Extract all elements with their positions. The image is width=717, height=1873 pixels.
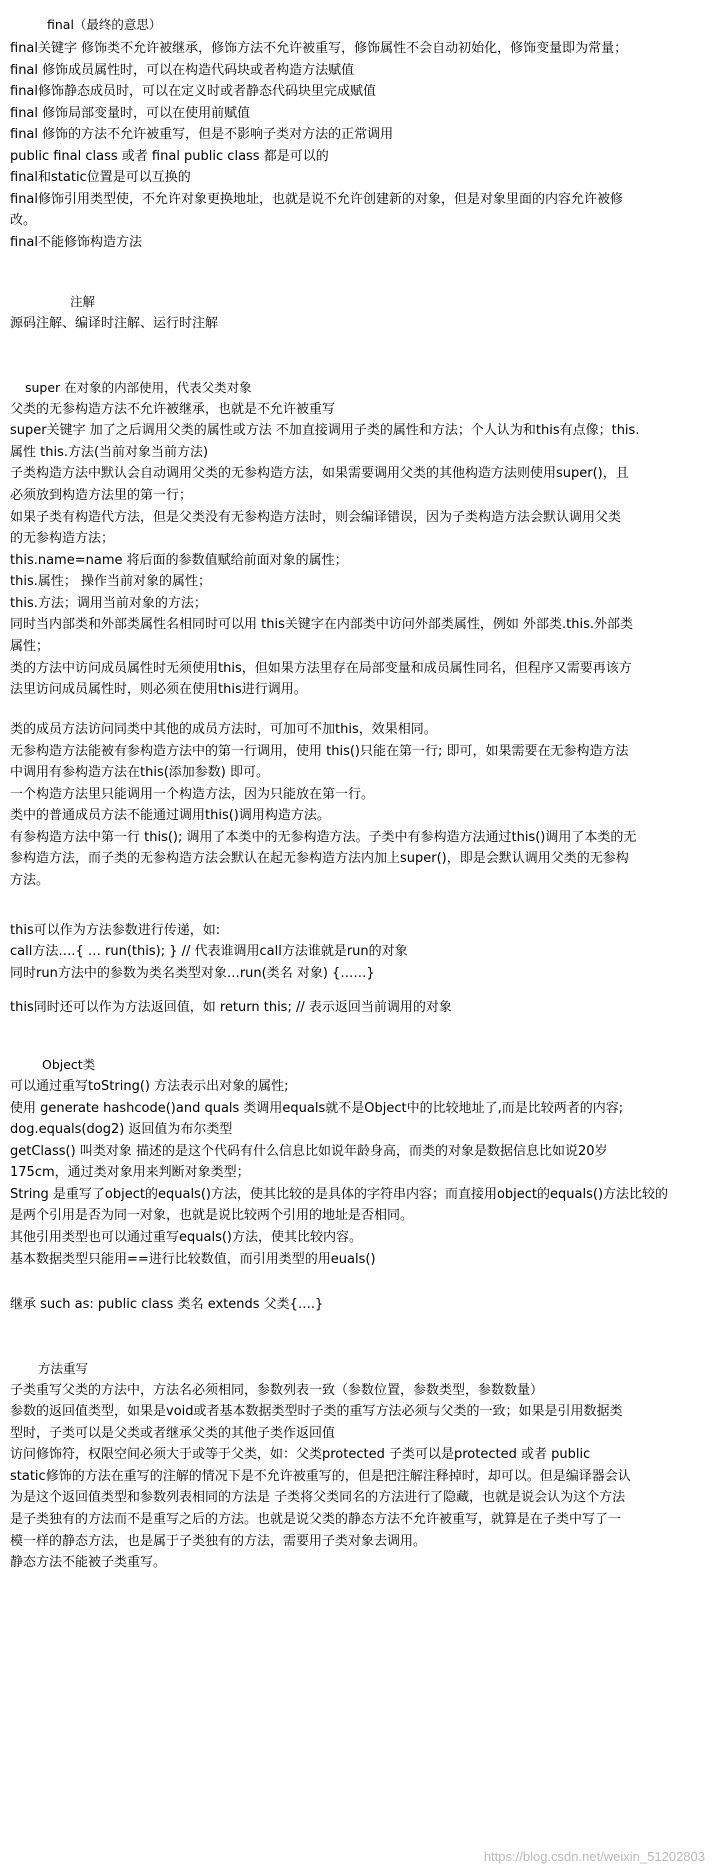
heading-override: 方法重写 — [38, 1361, 89, 1376]
text-line: 法里访问成员属性时，则必须在使用this进行调用。 — [10, 682, 307, 697]
text-line: this.属性； 操作当前对象的属性； — [10, 574, 211, 589]
heading-final: final（最终的意思） — [47, 17, 162, 32]
heading-object: Object类 — [42, 1057, 96, 1072]
text-line: 子类重写父类的方法中，方法名必须相同，参数列表一致（参数位置，参数类型，参数数量） — [10, 1383, 544, 1398]
text-line: String 是重写了object的equals()方法，使其比较的是具体的字符串内容；而直接用object的equals()方法比较的 — [10, 1187, 669, 1202]
text-line: dog.equals(dog2) 返回值为布尔类型 — [10, 1122, 233, 1137]
text-line: 的无参构造方法； — [10, 531, 115, 546]
text-line: static修饰的方法在重写的注解的情况下是不允许被重写的，但是把注解注释掉时，却可以。但是编译器会认 — [10, 1469, 631, 1484]
text-line: 继承 such as: public class 类名 extends 父类{….} — [10, 1297, 324, 1312]
text-line: final 修饰的方法不允许被重写，但是不影响子类对方法的正常调用 — [10, 127, 394, 142]
text-line: call方法….{ … run(this); } // 代表谁调用call方法谁就是run的对象 — [10, 944, 408, 959]
text-line: final关键字 修饰类不允许被继承，修饰方法不允许被重写，修饰属性不会自动初始化，修饰变量即为常量； — [10, 41, 628, 56]
text-line: final修饰引用类型使，不允许对象更换地址，也就是说不允许创建新的对象，但是对象里面的内容允许被修 — [10, 192, 624, 207]
text-line: this.name=name 将后面的参数值赋给前面对象的属性； — [10, 553, 348, 568]
text-line: 是子类独有的方法而不是重写之后的方法。也就是说父类的静态方法不允许被重写，就算是在子类中写了一 — [10, 1512, 622, 1527]
text-line: 类的方法中访问成员属性时无须使用this，但如果方法里存在局部变量和成员属性同名，但程序又需要再该方 — [10, 661, 632, 676]
text-line: this.方法；调用当前对象的方法； — [10, 596, 207, 611]
text-line: final 修饰局部变量时，可以在使用前赋值 — [10, 106, 251, 121]
text-line: 无参构造方法能被有参构造方法中的第一行调用，使用 this()只能在第一行; 即可，如果需要在无参构造方法 — [10, 744, 629, 759]
text-line: 类的成员方法访问同类中其他的成员方法时，可加可不加this，效果相同。 — [10, 722, 437, 737]
watermark-url: https://blog.csdn.net/weixin_51202803 — [483, 1849, 705, 1864]
text-line: 父类的无参构造方法不允许被继承，也就是不允许被重写 — [10, 402, 336, 417]
text-line: 其他引用类型也可以通过重写equals()方法，使其比较内容。 — [10, 1230, 362, 1245]
text-line: 基本数据类型只能用==进行比较数值，而引用类型的用euals() — [10, 1252, 376, 1267]
heading-annotation: 注解 — [70, 294, 96, 309]
text-line: 如果子类有构造代方法，但是父类没有无参构造方法时，则会编译错误，因为子类构造方法会默认调用父类 — [10, 510, 622, 525]
text-line: 源码注解、编译时注解、运行时注解 — [10, 316, 219, 331]
text-line: 方法。 — [10, 873, 50, 888]
text-line: 属性 this.方法(当前对象当前方法) — [10, 445, 209, 460]
text-line: 子类构造方法中默认会自动调用父类的无参构造方法，如果需要调用父类的其他构造方法则使用super()，且 — [10, 466, 629, 481]
text-line: 访问修饰符，权限空间必须大于或等于父类，如：父类protected 子类可以是protected 或者 public — [10, 1447, 591, 1462]
text-line: 类中的普通成员方法不能通过调用this()调用构造方法。 — [10, 808, 330, 823]
text-line: 参构造方法，而子类的无参构造方法会默认在起无参构造方法内加上super()，即是会默认调用父类的无参构 — [10, 851, 629, 866]
text-line: 为是这个返回值类型和参数列表相同的方法是 子类将父类同名的方法进行了隐藏，也就是说会认为这个方法 — [10, 1490, 626, 1505]
text-line: 同时当内部类和外部类属性名相同时可以用 this关键字在内部类中访问外部类属性，例如 外部类.this.外部类 — [10, 617, 633, 632]
text-line: 属性； — [10, 639, 50, 654]
text-line: 使用 generate hashcode()and quals 类调用equals就不是Object中的比较地址了,而是比较两者的内容; — [10, 1101, 624, 1116]
heading-super: super 在对象的内部使用，代表父类对象 — [25, 380, 252, 395]
text-line: final不能修饰构造方法 — [10, 235, 143, 250]
text-line: 模一样的静态方法，也是属于子类独有的方法，需要用子类对象去调用。 — [10, 1534, 427, 1549]
text-line: final修饰静态成员时，可以在定义时或者静态代码块里完成赋值 — [10, 84, 377, 99]
text-line: 中调用有参构造方法在this(添加参数) 即可。 — [10, 765, 269, 780]
text-line: 静态方法不能被子类重写。 — [10, 1555, 167, 1570]
text-line: 一个构造方法里只能调用一个构造方法，因为只能放在第一行。 — [10, 787, 375, 802]
text-line: this同时还可以作为方法返回值，如 return this; // 表示返回当前调用的对象 — [10, 1000, 452, 1015]
text-line: final和static位置是可以互换的 — [10, 170, 191, 185]
text-line: 可以通过重写toString() 方法表示出对象的属性; — [10, 1079, 289, 1094]
text-line: 必须放到构造方法里的第一行； — [10, 488, 193, 503]
text-line: getClass() 叫类对象 描述的是这个代码有什么信息比如说年龄身高，而类的对象是数据信息比如说20岁 — [10, 1144, 608, 1159]
text-line: 有参构造方法中第一行 this(); 调用了本类中的无参构造方法。子类中有参构造方法通过this()调用了本类的无 — [10, 830, 637, 845]
text-line: super关键字 加了之后调用父类的属性或方法 不加直接调用子类的属性和方法；个人认为和this有点像；this. — [10, 423, 640, 438]
text-line: this可以作为方法参数进行传递，如: — [10, 923, 221, 938]
text-line: 型时，子类可以是父类或者继承父类的其他子类作返回值 — [10, 1426, 336, 1441]
text-line: final 修饰成员属性时，可以在构造代码块或者构造方法赋值 — [10, 63, 355, 78]
text-line: 是两个引用是否为同一对象，也就是说比较两个引用的地址是否相同。 — [10, 1208, 414, 1223]
text-line: 175cm，通过类对象用来判断对象类型； — [10, 1165, 250, 1180]
text-line: 改。 — [10, 213, 37, 228]
text-line: 同时run方法中的参数为类名类型对象…run(类名 对象) {……} — [10, 966, 375, 981]
text-line: public final class 或者 final public class 都是可以的 — [10, 149, 329, 164]
text-line: 参数的返回值类型，如果是void或者基本数据类型时子类的重写方法必须与父类的一致；如果是引用数据类 — [10, 1404, 623, 1419]
